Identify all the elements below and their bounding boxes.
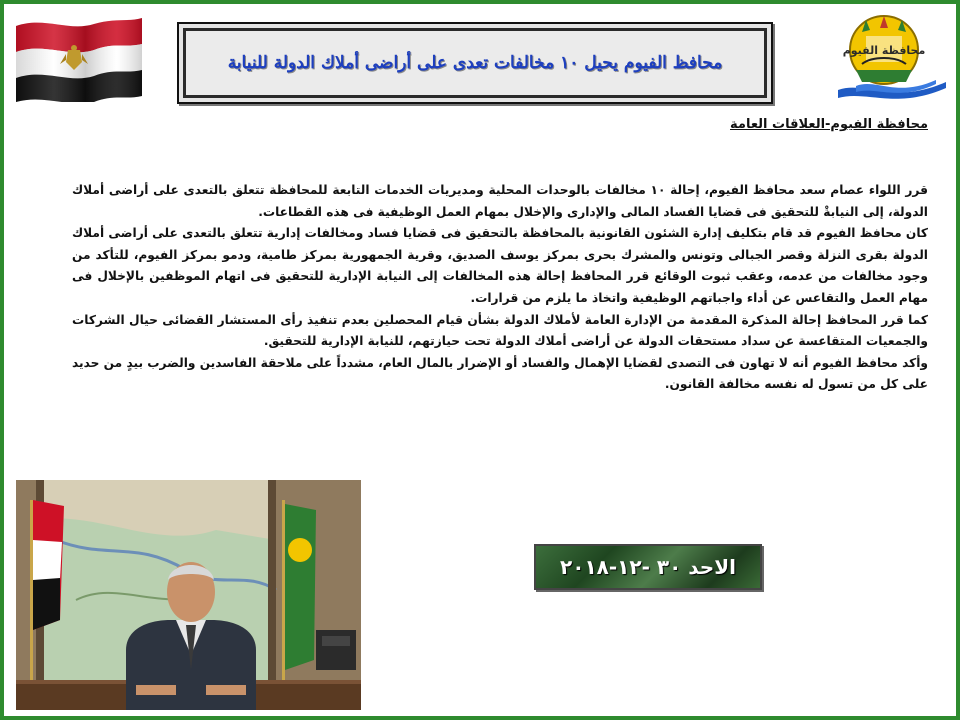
fayoum-governorate-logo [836, 10, 948, 106]
paragraph: وأكد محافظ الفيوم أنه لا تهاون فى التصدى لقضايا الإهمال والفساد أو الإضرار بالمال العام، مشدداً على ملاحقة الفاسدين والضرب بيدٍ من حديد على كل من تسول له نفسه مخالفة القانون. [72, 355, 928, 392]
department-label: محافظة الفيوم-العلاقات العامة [730, 117, 928, 132]
headline-box [177, 22, 773, 104]
paragraph: كان محافظ الفيوم قد قام بتكليف إدارة الشئون القانونية بالمحافظة بالتحقيق فى قضايا فساد ومخالفات إدارية تتعلق بالتعدى على أراضى أملاك الدولة بقرى النزلة وقصر الجبالى وتونس والمشرك بحرى بمركز يوسف الصديق، وقرية الجمهورية بمركز طامية، ودمو بمركز الفيوم، للتأكد من وجود مخالفات من عدمه، وعقب ثبوت الوقائع قرر المحافظ إحالة هذه المخالفات إلى النيابة الإدارية للتحقيق فى اتهام الموظفين بالإخلال فى مهام العمل والتقاعس عن أداء واجباتهم الوظيفية واتخاذ ما يلزم من قرارات. [72, 226, 928, 305]
paragraph: كما قرر المحافظ إحالة المذكرة المقدمة من الإدارة العامة لأملاك الدولة بشأن قيام المحصلين بعدم تنفيذ رأى المستشار القضائى حيال الشركات والجمعيات المتقاعسة عن سداد مستحقات الدولة عن أراضى أملاك الدولة تحت حيازتهم، للنيابة الإدارية للتحقيق. [72, 312, 928, 349]
date-badge [534, 544, 762, 590]
article-body [72, 180, 928, 396]
logo-lettering: محافظة الفيوم [842, 44, 926, 57]
headline-title: محافظ الفيوم يحيل ١٠ مخالفات تعدى على أراضى أملاك الدولة للنيابة [227, 53, 723, 73]
paragraph: قرر اللواء عصام سعد محافظ الفيوم، إحالة ١٠ مخالفات بالوحدات المحلية ومديريات الخدمات التابعة للمحافظة تتعلق بالتعدى على أراضى أملاك الدولة، إلى النيابةْ للتحقيق فى قضايا الفساد المالى والإدارى والإخلال بمهام العمل الوظيفية فى هذه القطاعات. [72, 183, 928, 219]
date-text: الاحد ٣٠ -١٢-٢٠١٨ [560, 555, 736, 579]
governor-photo [16, 480, 361, 710]
egypt-flag-image [14, 12, 144, 102]
